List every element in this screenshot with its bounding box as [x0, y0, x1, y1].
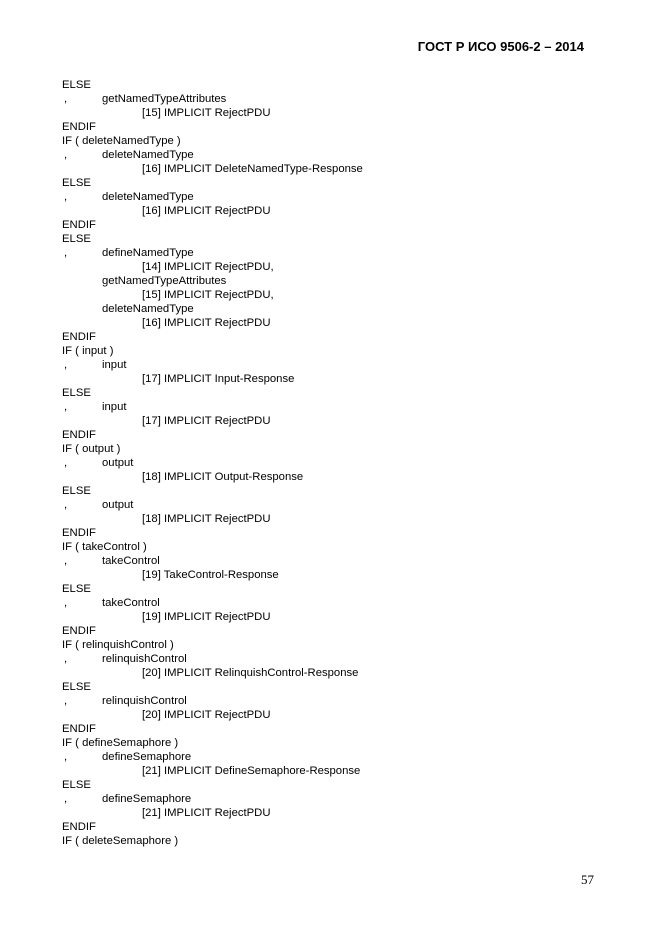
code-line: [62, 400, 602, 414]
code-line: [62, 260, 602, 274]
line-comma: ,: [64, 695, 68, 707]
line-comma: ,: [64, 653, 68, 665]
line-text: [16] IMPLICIT RejectPDU: [142, 205, 271, 217]
line-text: relinquishControl: [102, 695, 187, 707]
code-line: [62, 792, 602, 806]
line-text: deleteNamedType: [102, 191, 194, 203]
line-comma: ,: [64, 793, 68, 805]
line-text: IF ( relinquishControl ): [62, 639, 174, 651]
code-line: [62, 414, 602, 428]
code-line: [62, 806, 602, 820]
code-line: [62, 526, 602, 540]
line-text: ENDIF: [62, 821, 96, 833]
line-text: ENDIF: [62, 429, 96, 441]
line-text: [16] IMPLICIT DeleteNamedType-Response: [142, 163, 363, 175]
code-line: [62, 302, 602, 316]
line-comma: ,: [64, 149, 68, 161]
line-text: [21] IMPLICIT DefineSemaphore-Response: [142, 765, 361, 777]
code-line: [62, 638, 602, 652]
code-line: [62, 652, 602, 666]
line-text: ELSE: [62, 779, 91, 791]
line-text: ELSE: [62, 485, 91, 497]
code-line: [62, 764, 602, 778]
line-comma: ,: [64, 191, 68, 203]
line-text: IF ( output ): [62, 443, 121, 455]
line-text: [18] IMPLICIT RejectPDU: [142, 513, 271, 525]
line-text: ENDIF: [62, 219, 96, 231]
code-line: [62, 456, 602, 470]
code-line: [62, 666, 602, 680]
code-line: [62, 708, 602, 722]
code-listing: [62, 78, 602, 848]
line-text: IF ( takeControl ): [62, 541, 147, 553]
code-line: [62, 218, 602, 232]
code-line: [62, 148, 602, 162]
code-line: [62, 358, 602, 372]
line-text: [17] IMPLICIT Input-Response: [142, 373, 295, 385]
code-line: [62, 162, 602, 176]
code-line: [62, 722, 602, 736]
code-line: [62, 344, 602, 358]
code-line: [62, 78, 602, 92]
line-comma: ,: [64, 359, 68, 371]
code-line: [62, 316, 602, 330]
line-text: IF ( deleteNamedType ): [62, 135, 181, 147]
line-text: ELSE: [62, 177, 91, 189]
code-line: [62, 386, 602, 400]
code-line: [62, 554, 602, 568]
line-text: IF ( input ): [62, 345, 114, 357]
code-line: [62, 736, 602, 750]
line-text: input: [102, 401, 127, 413]
line-text: [21] IMPLICIT RejectPDU: [142, 807, 271, 819]
line-text: [15] IMPLICIT RejectPDU,: [142, 289, 274, 301]
code-line: [62, 246, 602, 260]
code-line: [62, 134, 602, 148]
line-text: deleteNamedType: [102, 303, 194, 315]
line-text: takeControl: [102, 597, 160, 609]
code-line: [62, 624, 602, 638]
document-header: ГОСТ Р ИСО 9506-2 – 2014: [417, 39, 584, 54]
code-line: [62, 120, 602, 134]
line-text: defineNamedType: [102, 247, 194, 259]
code-line: [62, 750, 602, 764]
code-line: [62, 596, 602, 610]
code-line: [62, 106, 602, 120]
line-text: [15] IMPLICIT RejectPDU: [142, 107, 271, 119]
line-text: takeControl: [102, 555, 160, 567]
line-text: ELSE: [62, 681, 91, 693]
code-line: [62, 330, 602, 344]
line-text: ENDIF: [62, 527, 96, 539]
code-line: [62, 498, 602, 512]
line-text: getNamedTypeAttributes: [102, 93, 227, 105]
line-text: [20] IMPLICIT RelinquishControl-Response: [142, 667, 359, 679]
line-comma: ,: [64, 555, 68, 567]
code-line: [62, 372, 602, 386]
line-text: output: [102, 499, 134, 511]
code-line: [62, 92, 602, 106]
code-line: [62, 834, 602, 848]
code-line: [62, 442, 602, 456]
line-text: deleteNamedType: [102, 149, 194, 161]
line-comma: ,: [64, 751, 68, 763]
line-text: ELSE: [62, 79, 91, 91]
line-text: [20] IMPLICIT RejectPDU: [142, 709, 271, 721]
line-comma: ,: [64, 457, 68, 469]
line-text: ELSE: [62, 233, 91, 245]
line-text: defineSemaphore: [102, 793, 192, 805]
page-number: 57: [581, 872, 594, 887]
code-line: [62, 820, 602, 834]
line-text: ENDIF: [62, 625, 96, 637]
code-line: [62, 288, 602, 302]
line-text: ELSE: [62, 387, 91, 399]
code-line: [62, 540, 602, 554]
line-text: [17] IMPLICIT RejectPDU: [142, 415, 271, 427]
code-line: [62, 176, 602, 190]
code-line: [62, 428, 602, 442]
code-line: [62, 232, 602, 246]
line-text: [19] IMPLICIT RejectPDU: [142, 611, 271, 623]
line-text: IF ( deleteSemaphore ): [62, 835, 179, 847]
code-line: [62, 204, 602, 218]
code-line: [62, 680, 602, 694]
code-line: [62, 694, 602, 708]
line-text: ENDIF: [62, 331, 96, 343]
line-text: [14] IMPLICIT RejectPDU,: [142, 261, 274, 273]
line-text: ENDIF: [62, 723, 96, 735]
line-text: output: [102, 457, 134, 469]
code-line: [62, 610, 602, 624]
line-text: relinquishControl: [102, 653, 187, 665]
line-comma: ,: [64, 247, 68, 259]
code-line: [62, 470, 602, 484]
code-line: [62, 512, 602, 526]
code-line: [62, 582, 602, 596]
line-text: getNamedTypeAttributes: [102, 275, 227, 287]
code-line: [62, 568, 602, 582]
line-text: [19] TakeControl-Response: [142, 569, 279, 581]
line-comma: ,: [64, 401, 68, 413]
line-text: IF ( defineSemaphore ): [62, 737, 179, 749]
line-comma: ,: [64, 93, 68, 105]
line-comma: ,: [64, 597, 68, 609]
line-text: defineSemaphore: [102, 751, 192, 763]
line-text: ELSE: [62, 583, 91, 595]
line-text: [18] IMPLICIT Output-Response: [142, 471, 304, 483]
line-comma: ,: [64, 499, 68, 511]
line-text: ENDIF: [62, 121, 96, 133]
code-line: [62, 484, 602, 498]
code-line: [62, 274, 602, 288]
code-line: [62, 190, 602, 204]
line-text: [16] IMPLICIT RejectPDU: [142, 317, 271, 329]
code-line: [62, 778, 602, 792]
line-text: input: [102, 359, 127, 371]
